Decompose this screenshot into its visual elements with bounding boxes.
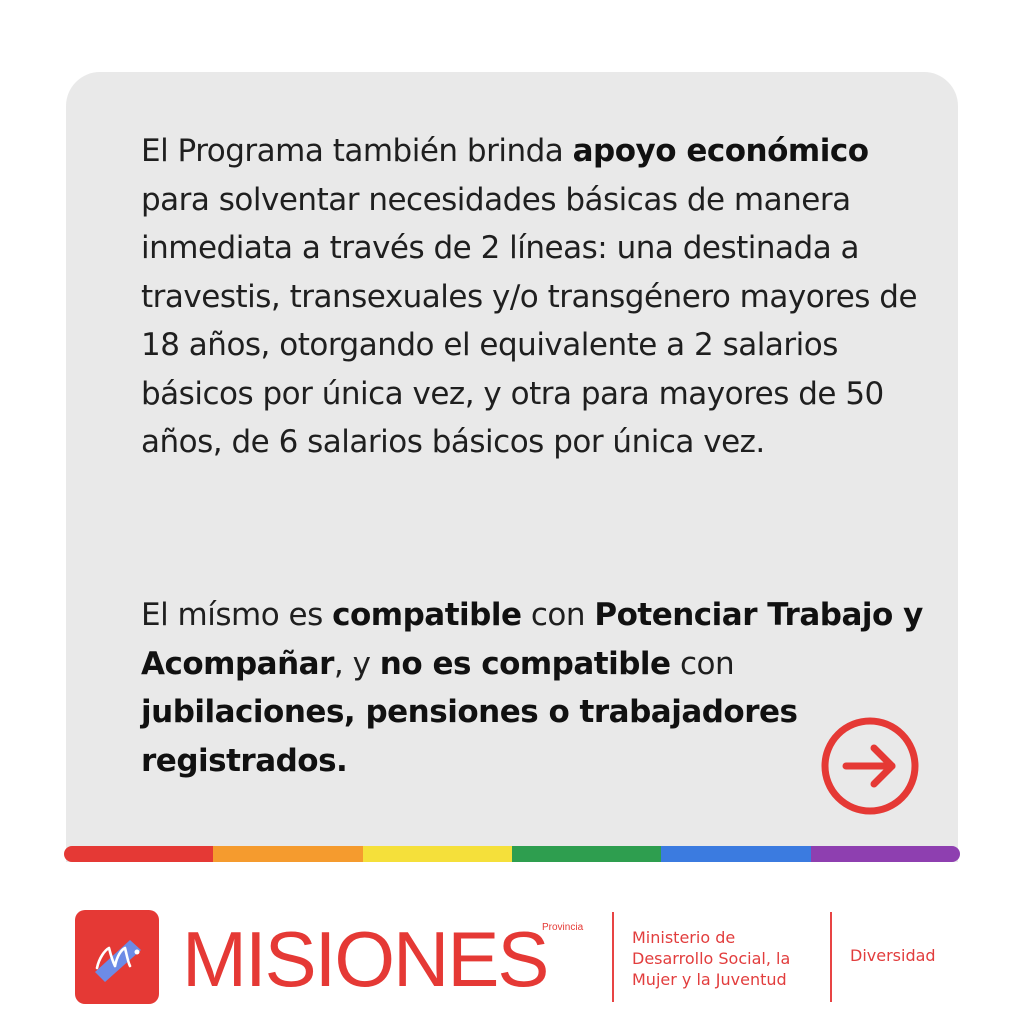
arrow-right-icon (846, 748, 892, 784)
footer-divider (830, 912, 832, 1002)
stripe-blue (661, 846, 810, 862)
stripe-green (512, 846, 661, 862)
ministry-name (632, 927, 822, 990)
text-segment: con (521, 597, 595, 633)
text-segment: con (670, 645, 735, 682)
area-label: Diversidad (850, 946, 936, 965)
stripe-purple (811, 846, 960, 862)
stripe-yellow (363, 846, 512, 862)
text-segment: , y (333, 645, 380, 682)
bold-segment: jubilaciones, pensiones o trabajadores registrados. (141, 694, 798, 779)
bold-segment: no es compatible (379, 645, 671, 682)
text-segment: El mísmo es (141, 597, 333, 633)
text-segment: para solventar necesidades básicas de manera inmediata a través de 2 líneas: una destinada a travestis, transexuales y/o transgénero mayores de 18 años, otorgando el equivalente a 2 salarios básicos por única vez, y otra para mayores de 50 años, de 6 salarios básicos por única vez. (141, 181, 918, 460)
stripe-orange (213, 846, 362, 862)
misiones-brand (182, 908, 602, 1008)
ministry-line: Ministerio de (632, 928, 736, 947)
footer (0, 880, 1024, 1024)
bold-segment: Potenciar Trabajo y Acompañar (141, 597, 923, 682)
text-segment: El Programa también brinda (141, 133, 573, 169)
footer-divider (612, 912, 614, 1002)
misiones-logo-icon (75, 910, 159, 1004)
brand-name: MISIONES (182, 915, 548, 1003)
paragraph-compatibility (141, 591, 931, 785)
rainbow-stripe (64, 846, 960, 862)
stripe-red (64, 846, 213, 862)
brand-superscript: Provincia (542, 922, 584, 933)
bold-segment: compatible (332, 597, 522, 633)
next-button[interactable] (820, 716, 920, 816)
bold-segment: apoyo económico (572, 133, 869, 169)
paragraph-support (141, 127, 931, 467)
ministry-line: Mujer y la Juventud (632, 970, 787, 989)
ministry-line: Desarrollo Social, la (632, 949, 791, 968)
